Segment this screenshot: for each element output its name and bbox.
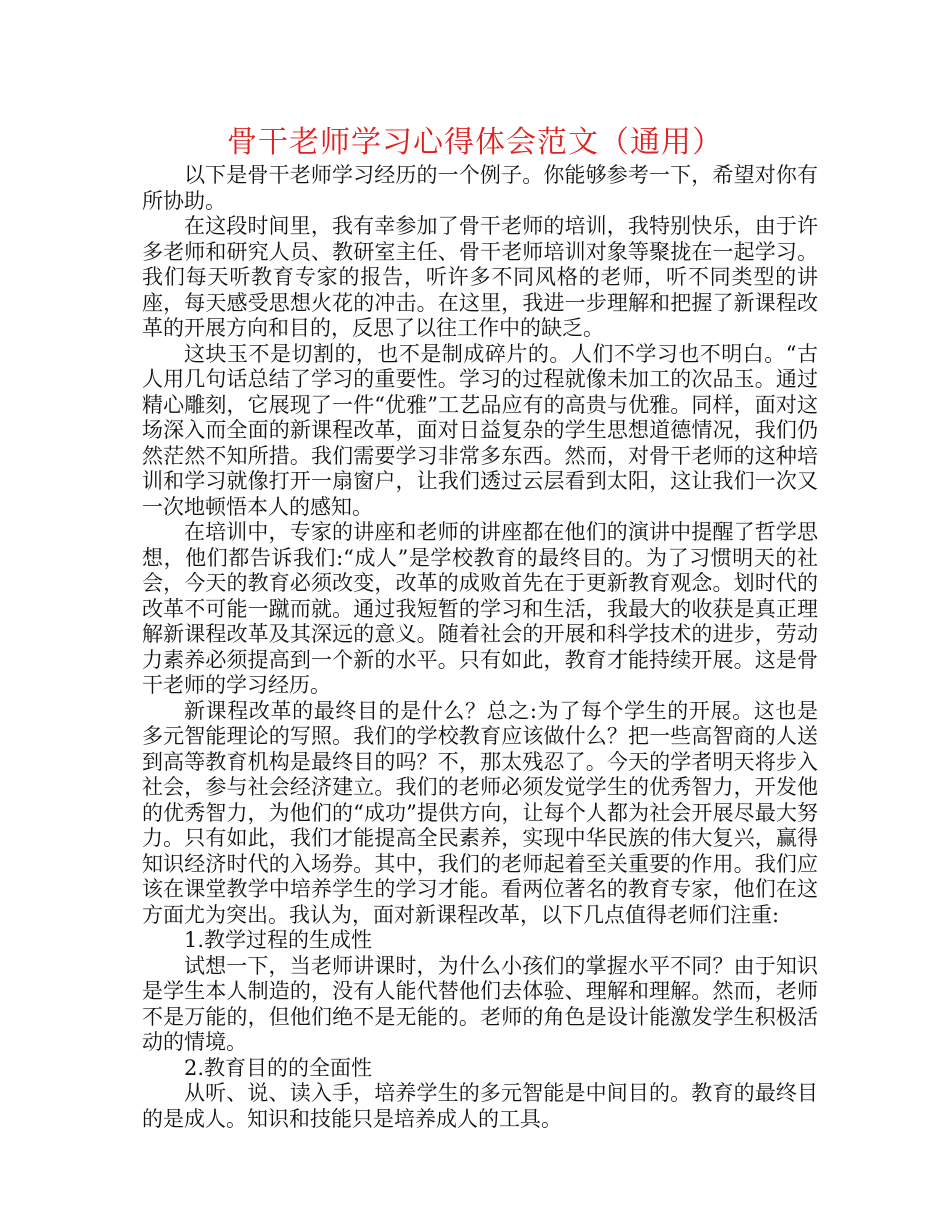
document-body bbox=[142, 163, 818, 1132]
heading-point-2: 2.教育目的的全面性 bbox=[184, 1055, 373, 1080]
paragraph-point-1: 试想一下，当老师讲课时，为什么小孩们的掌握水平不同？由于知识是学生本人制造的，没有人能代替他们去体验、理解和理解。然而，老师不是万能的，但他们绝不是无能的。老师的角色是设计能激发学生积极活动的情境。 bbox=[142, 953, 818, 1054]
heading-point-1: 1.教学过程的生成性 bbox=[184, 928, 373, 952]
paragraph-point-2: 从听、说、读入手，培养学生的多元智能是中间目的。教育的最终目的是成人。知识和技能只是培养成人的工具。 bbox=[142, 1081, 818, 1131]
paragraph-jade-metaphor: 这块玉不是切割的，也不是制成碎片的。人们不学习也不明白。“古人用几句话总结了学习的重要性。学习的过程就像未加工的次品玉。通过精心雕刻，它展现了一件“优雅”工艺品应有的高贵与优雅。同样，面对这场深入而全面的新课程改革，面对日益复杂的学生思想道德情况，我们仍然茫然不知所措。我们需要学习非常多东西。然而，对骨干老师的这种培训和学习就像打开一扇窗户，让我们透过云层看到太阳，这让我们一次又一次地顿悟本人的感知。 bbox=[142, 341, 818, 519]
paragraph-reform-goal: 新课程改革的最终目的是什么？总之:为了每个学生的开展。这也是多元智能理论的写照。我们的学校教育应该做什么？把一些高智商的人送到高等教育机构是最终目的吗？不，那太残忍了。今天的学者明天将步入社会，参与社会经济建立。我们的老师必须发觉学生的优秀智力，开发他的优秀智力，为他们的“成功”提供方向，让每个人都为社会开展尽最大努力。只有如此，我们才能提高全民素养，实现中华民族的伟大复兴，赢得知识经济时代的入场券。其中，我们的老师起着至关重要的作用。我们应该在课堂教学中培养学生的学习才能。看两位著名的教育专家，他们在这方面尤为突出。我认为，面对新课程改革，以下几点值得老师们注重: bbox=[142, 698, 818, 927]
paragraph-intro: 以下是骨干老师学习经历的一个例子。你能够参考一下，希望对你有所协助。 bbox=[142, 163, 818, 213]
paragraph-lectures: 在培训中，专家的讲座和老师的讲座都在他们的演讲中提醒了哲学思想，他们都告诉我们:“成人”是学校教育的最终目的。为了习惯明天的社会，今天的教育必须改变，改革的成败首先在于更新教育观念。划时代的改革不可能一蹴而就。通过我短暂的学习和生活，我最大的收获是真正理解新课程改革及其深远的意义。随着社会的开展和科学技术的进步，劳动力素养必须提高到一个新的水平。只有如此，教育才能持续开展。这是骨干老师的学习经历。 bbox=[142, 520, 818, 697]
paragraph-training: 在这段时间里，我有幸参加了骨干老师的培训，我特别快乐，由于许多老师和研究人员、教研室主任、骨干老师培训对象等聚拢在一起学习。我们每天听教育专家的报告，听许多不同风格的老师，听不同类型的讲座，每天感受思想火花的冲击。在这里，我进一步理解和把握了新课程改革的开展方向和目的，反思了以往工作中的缺乏。 bbox=[142, 214, 818, 340]
document-title: 骨干老师学习心得体会范文（通用） bbox=[227, 125, 723, 160]
